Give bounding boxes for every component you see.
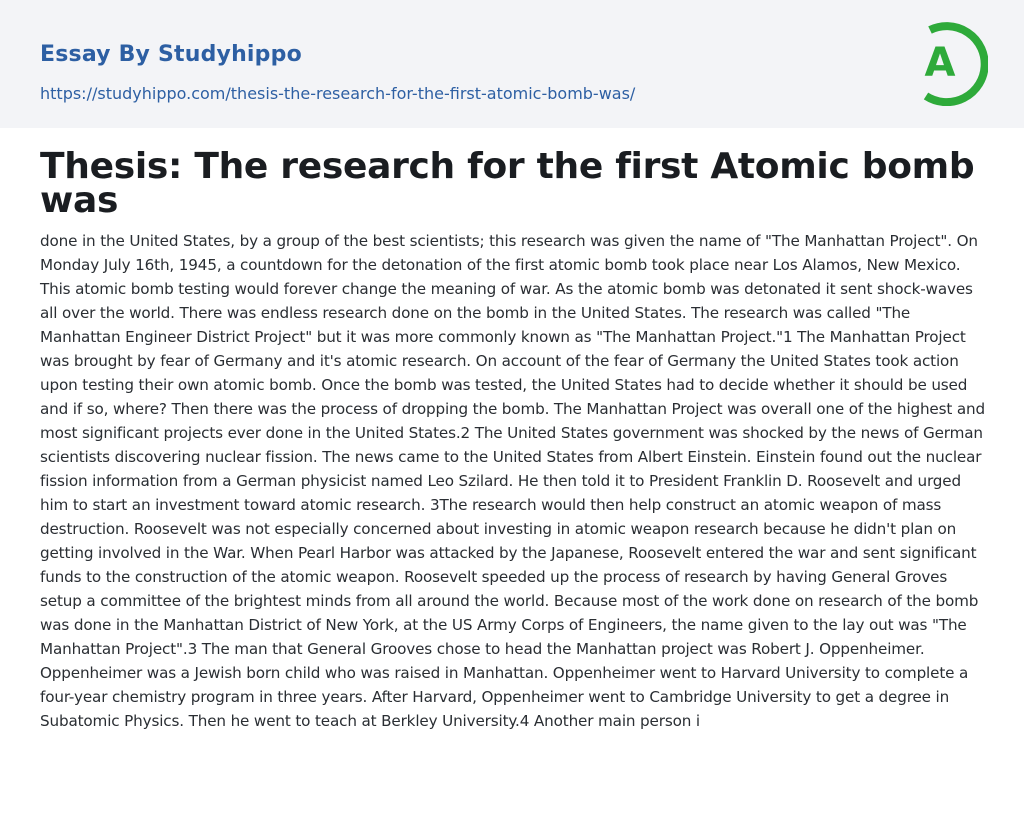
essay-body-text: done in the United States, by a group of the best scientists; this research was given the name of "The Manhattan Project". On Monday July 16th, 1945, a countdown for the detonation of the first atomic bomb took place near Los Alamos, New Mexico. This atomic bomb testing would forever change the meaning of war. As the atomic bomb was detonated it sent shock-waves all over the world. There was endless research done on the bomb in the United States. The research was called "The Manhattan Engineer District Project" but it was more commonly known as "The Manhattan Project."1 The Manhattan Project was brought by fear of Germany and it's atomic research. On account of the fear of Germany the United States took action upon testing their own atomic bomb. Once the bomb was tested, the United States had to decide whether it should be used and if so, where? Then there was the process of dropping the bomb. The Manhattan Project was overall one of the highest and most significant projects ever done in the United States.2 The United States government was shocked by the news of German scientists discovering nuclear fission. The news came to the United States from Albert Einstein. Einstein found out the nuclear fission information from a German physicist named Leo Szilard. He then told it to President Franklin D. Roosevelt and urged him to start an investment toward atomic research. 3The research would then help construct an atomic weapon of mass destruction. Roosevelt was not especially concerned about investing in atomic weapon research because he didn't plan on getting involved in the War. When Pearl Harbor was attacked by the Japanese, Roosevelt entered the war and sent significant funds to the construction of the atomic weapon. Roosevelt speeded up the process of research by having General Groves setup a committee of the brightest minds from all around the world. Because most of the work done on research of the bomb was done in the Manhattan District of New York, at the US Army Corps of Engineers, the name given to the lay out was "The Manhattan Project".3 The man that General Grooves chose to head the Manhattan project was Robert J. Oppenheimer. Oppenheimer was a Jewish born child who was raised in Manhattan. Oppenheimer went to Harvard University to complete a four-year chemistry program in three years. After Harvard, Oppenheimer went to Cambridge University to get a degree in Subatomic Physics. Then he went to teach at Berkley University.4 Another main person i (40, 232, 985, 730)
page-url-link[interactable]: https://studyhippo.com/thesis-the-research-for-the-first-atomic-bomb-was/ (40, 84, 636, 103)
studyhippo-logo-icon[interactable] (908, 18, 988, 106)
page-title: Thesis: The research for the first Atomic bomb was (40, 146, 975, 221)
logo-letter: A (924, 40, 956, 86)
site-title[interactable]: Essay By Studyhippo (40, 42, 302, 67)
site-header (0, 0, 1024, 128)
